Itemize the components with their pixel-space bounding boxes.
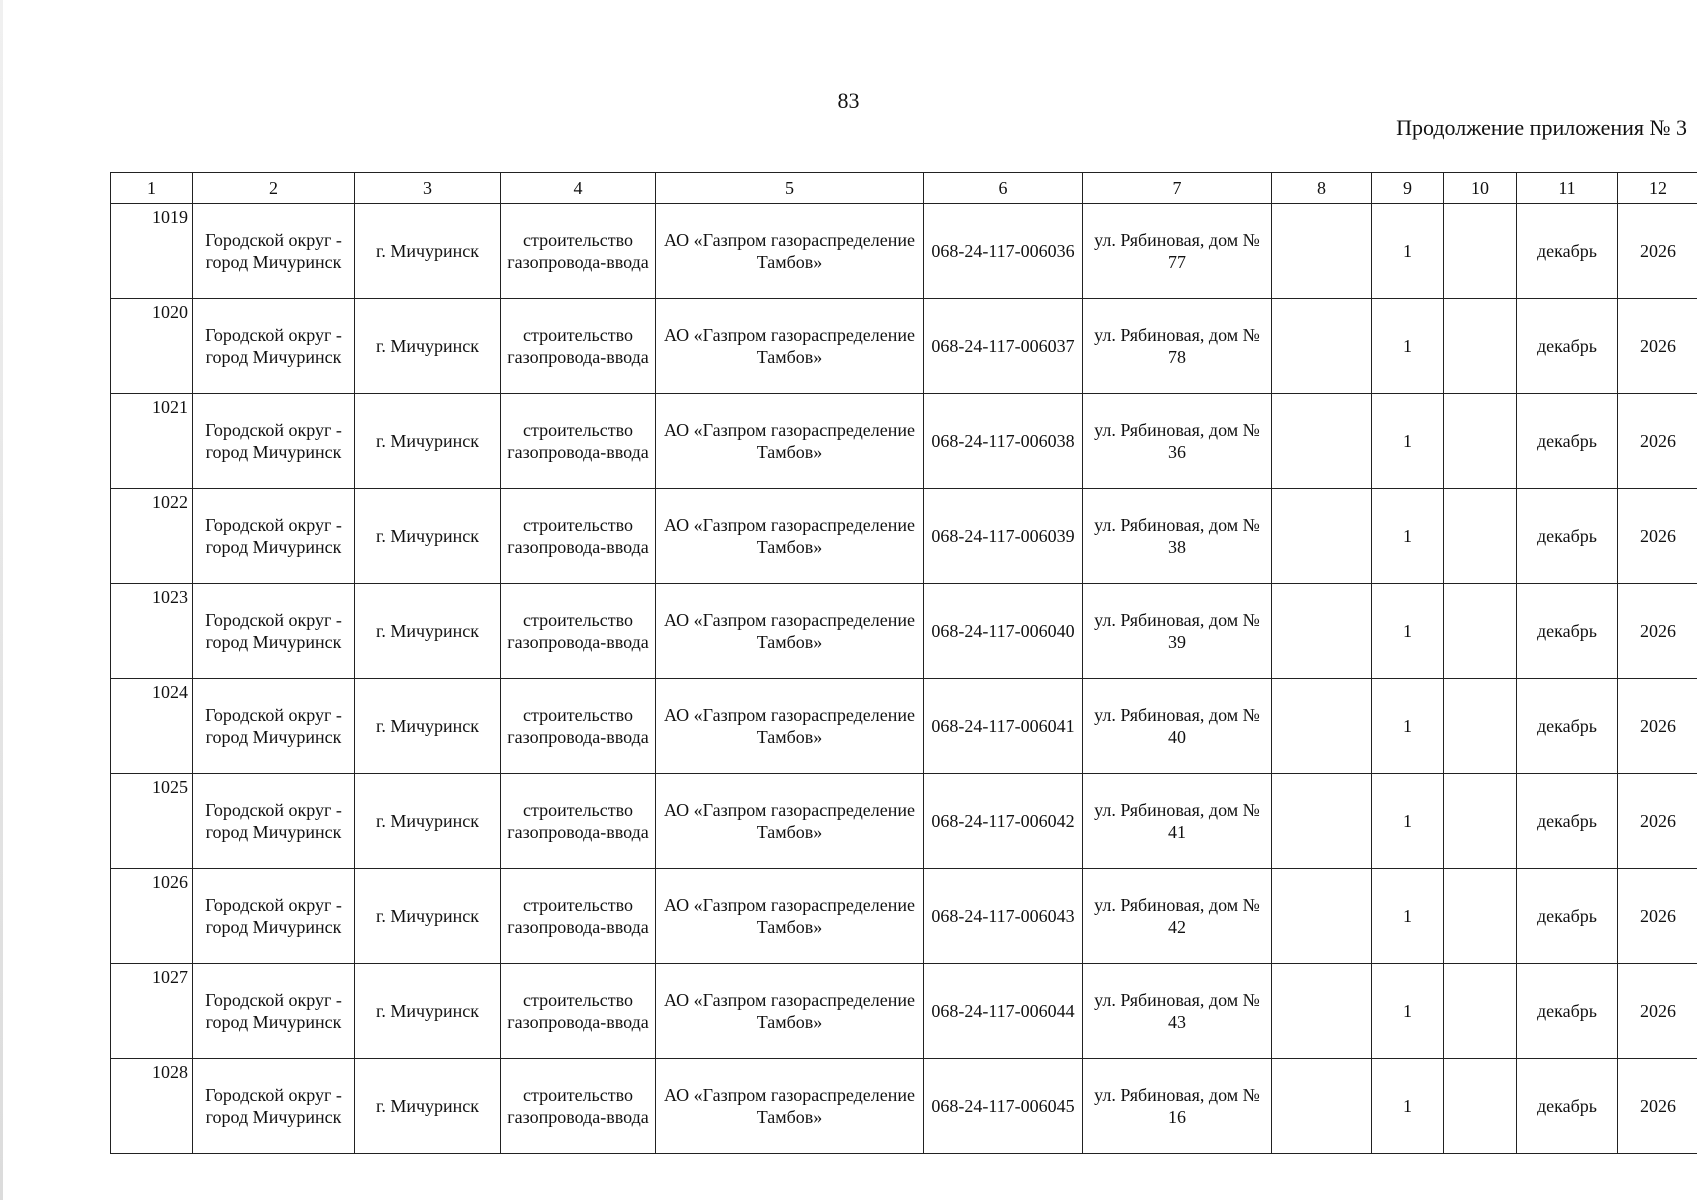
count-cell: 1 — [1372, 204, 1444, 299]
organization-cell: АО «Газпром газораспределение Тамбов» — [656, 679, 924, 774]
city-cell: г. Мичуринск — [355, 1059, 501, 1154]
city-cell: г. Мичуринск — [355, 394, 501, 489]
work-type-cell: строительство газопровода-ввода — [501, 584, 656, 679]
address-cell: ул. Рябиновая, дом № 42 — [1083, 869, 1272, 964]
column-8-cell — [1272, 394, 1372, 489]
row-number-cell: 1019 — [111, 204, 193, 299]
work-type-cell: строительство газопровода-ввода — [501, 204, 656, 299]
object-code-cell: 068-24-117-006043 — [924, 869, 1083, 964]
column-header: 5 — [656, 173, 924, 204]
column-header: 8 — [1272, 173, 1372, 204]
column-header: 7 — [1083, 173, 1272, 204]
row-number-cell: 1027 — [111, 964, 193, 1059]
month-cell: декабрь — [1517, 869, 1618, 964]
work-type-cell: строительство газопровода-ввода — [501, 1059, 656, 1154]
table-row — [111, 679, 1697, 774]
month-cell: декабрь — [1517, 679, 1618, 774]
month-cell: декабрь — [1517, 774, 1618, 869]
address-cell: ул. Рябиновая, дом № 40 — [1083, 679, 1272, 774]
appendix-note: Продолжение приложения № 3 — [1396, 115, 1687, 140]
table-row — [111, 774, 1697, 869]
column-8-cell — [1272, 204, 1372, 299]
city-cell: г. Мичуринск — [355, 774, 501, 869]
district-cell: Городской округ - город Мичуринск — [193, 489, 355, 584]
work-type-cell: строительство газопровода-ввода — [501, 489, 656, 584]
object-code-cell: 068-24-117-006039 — [924, 489, 1083, 584]
row-number-cell: 1021 — [111, 394, 193, 489]
count-cell: 1 — [1372, 489, 1444, 584]
district-cell: Городской округ - город Мичуринск — [193, 964, 355, 1059]
table-row — [111, 584, 1697, 679]
count-cell: 1 — [1372, 394, 1444, 489]
column-10-cell — [1444, 584, 1517, 679]
year-cell: 2026 — [1618, 204, 1697, 299]
column-header: 3 — [355, 173, 501, 204]
column-8-cell — [1272, 1059, 1372, 1154]
count-cell: 1 — [1372, 1059, 1444, 1154]
work-type-cell: строительство газопровода-ввода — [501, 964, 656, 1059]
year-cell: 2026 — [1618, 489, 1697, 584]
district-cell: Городской округ - город Мичуринск — [193, 1059, 355, 1154]
row-number-cell: 1024 — [111, 679, 193, 774]
district-cell: Городской округ - город Мичуринск — [193, 584, 355, 679]
organization-cell: АО «Газпром газораспределение Тамбов» — [656, 394, 924, 489]
header-row — [111, 173, 1697, 204]
table-body — [111, 204, 1697, 1154]
district-cell: Городской округ - город Мичуринск — [193, 299, 355, 394]
count-cell: 1 — [1372, 299, 1444, 394]
column-header: 6 — [924, 173, 1083, 204]
month-cell: декабрь — [1517, 1059, 1618, 1154]
object-code-cell: 068-24-117-006037 — [924, 299, 1083, 394]
column-8-cell — [1272, 584, 1372, 679]
city-cell: г. Мичуринск — [355, 964, 501, 1059]
year-cell: 2026 — [1618, 774, 1697, 869]
row-number-cell: 1026 — [111, 869, 193, 964]
table-row — [111, 299, 1697, 394]
column-header: 9 — [1372, 173, 1444, 204]
month-cell: декабрь — [1517, 204, 1618, 299]
month-cell: декабрь — [1517, 964, 1618, 1059]
year-cell: 2026 — [1618, 964, 1697, 1059]
column-8-cell — [1272, 299, 1372, 394]
count-cell: 1 — [1372, 584, 1444, 679]
organization-cell: АО «Газпром газораспределение Тамбов» — [656, 869, 924, 964]
count-cell: 1 — [1372, 964, 1444, 1059]
table-row — [111, 869, 1697, 964]
address-cell: ул. Рябиновая, дом № 39 — [1083, 584, 1272, 679]
work-type-cell: строительство газопровода-ввода — [501, 774, 656, 869]
column-10-cell — [1444, 394, 1517, 489]
object-code-cell: 068-24-117-006044 — [924, 964, 1083, 1059]
address-cell: ул. Рябиновая, дом № 43 — [1083, 964, 1272, 1059]
work-type-cell: строительство газопровода-ввода — [501, 869, 656, 964]
district-cell: Городской округ - город Мичуринск — [193, 204, 355, 299]
year-cell: 2026 — [1618, 679, 1697, 774]
column-header: 12 — [1618, 173, 1697, 204]
city-cell: г. Мичуринск — [355, 489, 501, 584]
row-number-cell: 1023 — [111, 584, 193, 679]
city-cell: г. Мичуринск — [355, 299, 501, 394]
address-cell: ул. Рябиновая, дом № 41 — [1083, 774, 1272, 869]
object-code-cell: 068-24-117-006040 — [924, 584, 1083, 679]
address-cell: ул. Рябиновая, дом № 36 — [1083, 394, 1272, 489]
count-cell: 1 — [1372, 774, 1444, 869]
table-row — [111, 489, 1697, 584]
column-10-cell — [1444, 869, 1517, 964]
city-cell: г. Мичуринск — [355, 679, 501, 774]
address-cell: ул. Рябиновая, дом № 16 — [1083, 1059, 1272, 1154]
district-cell: Городской округ - город Мичуринск — [193, 774, 355, 869]
table-row — [111, 964, 1697, 1059]
column-10-cell — [1444, 299, 1517, 394]
year-cell: 2026 — [1618, 1059, 1697, 1154]
column-8-cell — [1272, 869, 1372, 964]
city-cell: г. Мичуринск — [355, 584, 501, 679]
year-cell: 2026 — [1618, 584, 1697, 679]
address-cell: ул. Рябиновая, дом № 77 — [1083, 204, 1272, 299]
organization-cell: АО «Газпром газораспределение Тамбов» — [656, 964, 924, 1059]
organization-cell: АО «Газпром газораспределение Тамбов» — [656, 1059, 924, 1154]
month-cell: декабрь — [1517, 394, 1618, 489]
organization-cell: АО «Газпром газораспределение Тамбов» — [656, 204, 924, 299]
count-cell: 1 — [1372, 869, 1444, 964]
year-cell: 2026 — [1618, 394, 1697, 489]
column-header: 1 — [111, 173, 193, 204]
scan-edge — [0, 0, 3, 1200]
column-8-cell — [1272, 964, 1372, 1059]
district-cell: Городской округ - город Мичуринск — [193, 869, 355, 964]
address-cell: ул. Рябиновая, дом № 78 — [1083, 299, 1272, 394]
organization-cell: АО «Газпром газораспределение Тамбов» — [656, 584, 924, 679]
organization-cell: АО «Газпром газораспределение Тамбов» — [656, 299, 924, 394]
city-cell: г. Мичуринск — [355, 204, 501, 299]
organization-cell: АО «Газпром газораспределение Тамбов» — [656, 774, 924, 869]
column-10-cell — [1444, 774, 1517, 869]
organization-cell: АО «Газпром газораспределение Тамбов» — [656, 489, 924, 584]
row-number-cell: 1028 — [111, 1059, 193, 1154]
address-cell: ул. Рябиновая, дом № 38 — [1083, 489, 1272, 584]
object-code-cell: 068-24-117-006038 — [924, 394, 1083, 489]
column-10-cell — [1444, 964, 1517, 1059]
column-8-cell — [1272, 774, 1372, 869]
year-cell: 2026 — [1618, 869, 1697, 964]
row-number-cell: 1022 — [111, 489, 193, 584]
registry-table — [110, 172, 1697, 1154]
count-cell: 1 — [1372, 679, 1444, 774]
work-type-cell: строительство газопровода-ввода — [501, 679, 656, 774]
column-header: 10 — [1444, 173, 1517, 204]
column-8-cell — [1272, 679, 1372, 774]
object-code-cell: 068-24-117-006042 — [924, 774, 1083, 869]
table-row — [111, 204, 1697, 299]
month-cell: декабрь — [1517, 584, 1618, 679]
month-cell: декабрь — [1517, 299, 1618, 394]
object-code-cell: 068-24-117-006041 — [924, 679, 1083, 774]
column-header: 11 — [1517, 173, 1618, 204]
row-number-cell: 1025 — [111, 774, 193, 869]
table-row — [111, 394, 1697, 489]
work-type-cell: строительство газопровода-ввода — [501, 299, 656, 394]
column-8-cell — [1272, 489, 1372, 584]
month-cell: декабрь — [1517, 489, 1618, 584]
column-10-cell — [1444, 679, 1517, 774]
district-cell: Городской округ - город Мичуринск — [193, 394, 355, 489]
column-header: 4 — [501, 173, 656, 204]
work-type-cell: строительство газопровода-ввода — [501, 394, 656, 489]
city-cell: г. Мичуринск — [355, 869, 501, 964]
object-code-cell: 068-24-117-006045 — [924, 1059, 1083, 1154]
column-10-cell — [1444, 489, 1517, 584]
table-row — [111, 1059, 1697, 1154]
year-cell: 2026 — [1618, 299, 1697, 394]
page-number: 83 — [837, 88, 860, 113]
object-code-cell: 068-24-117-006036 — [924, 204, 1083, 299]
column-10-cell — [1444, 204, 1517, 299]
column-10-cell — [1444, 1059, 1517, 1154]
column-header: 2 — [193, 173, 355, 204]
row-number-cell: 1020 — [111, 299, 193, 394]
district-cell: Городской округ - город Мичуринск — [193, 679, 355, 774]
